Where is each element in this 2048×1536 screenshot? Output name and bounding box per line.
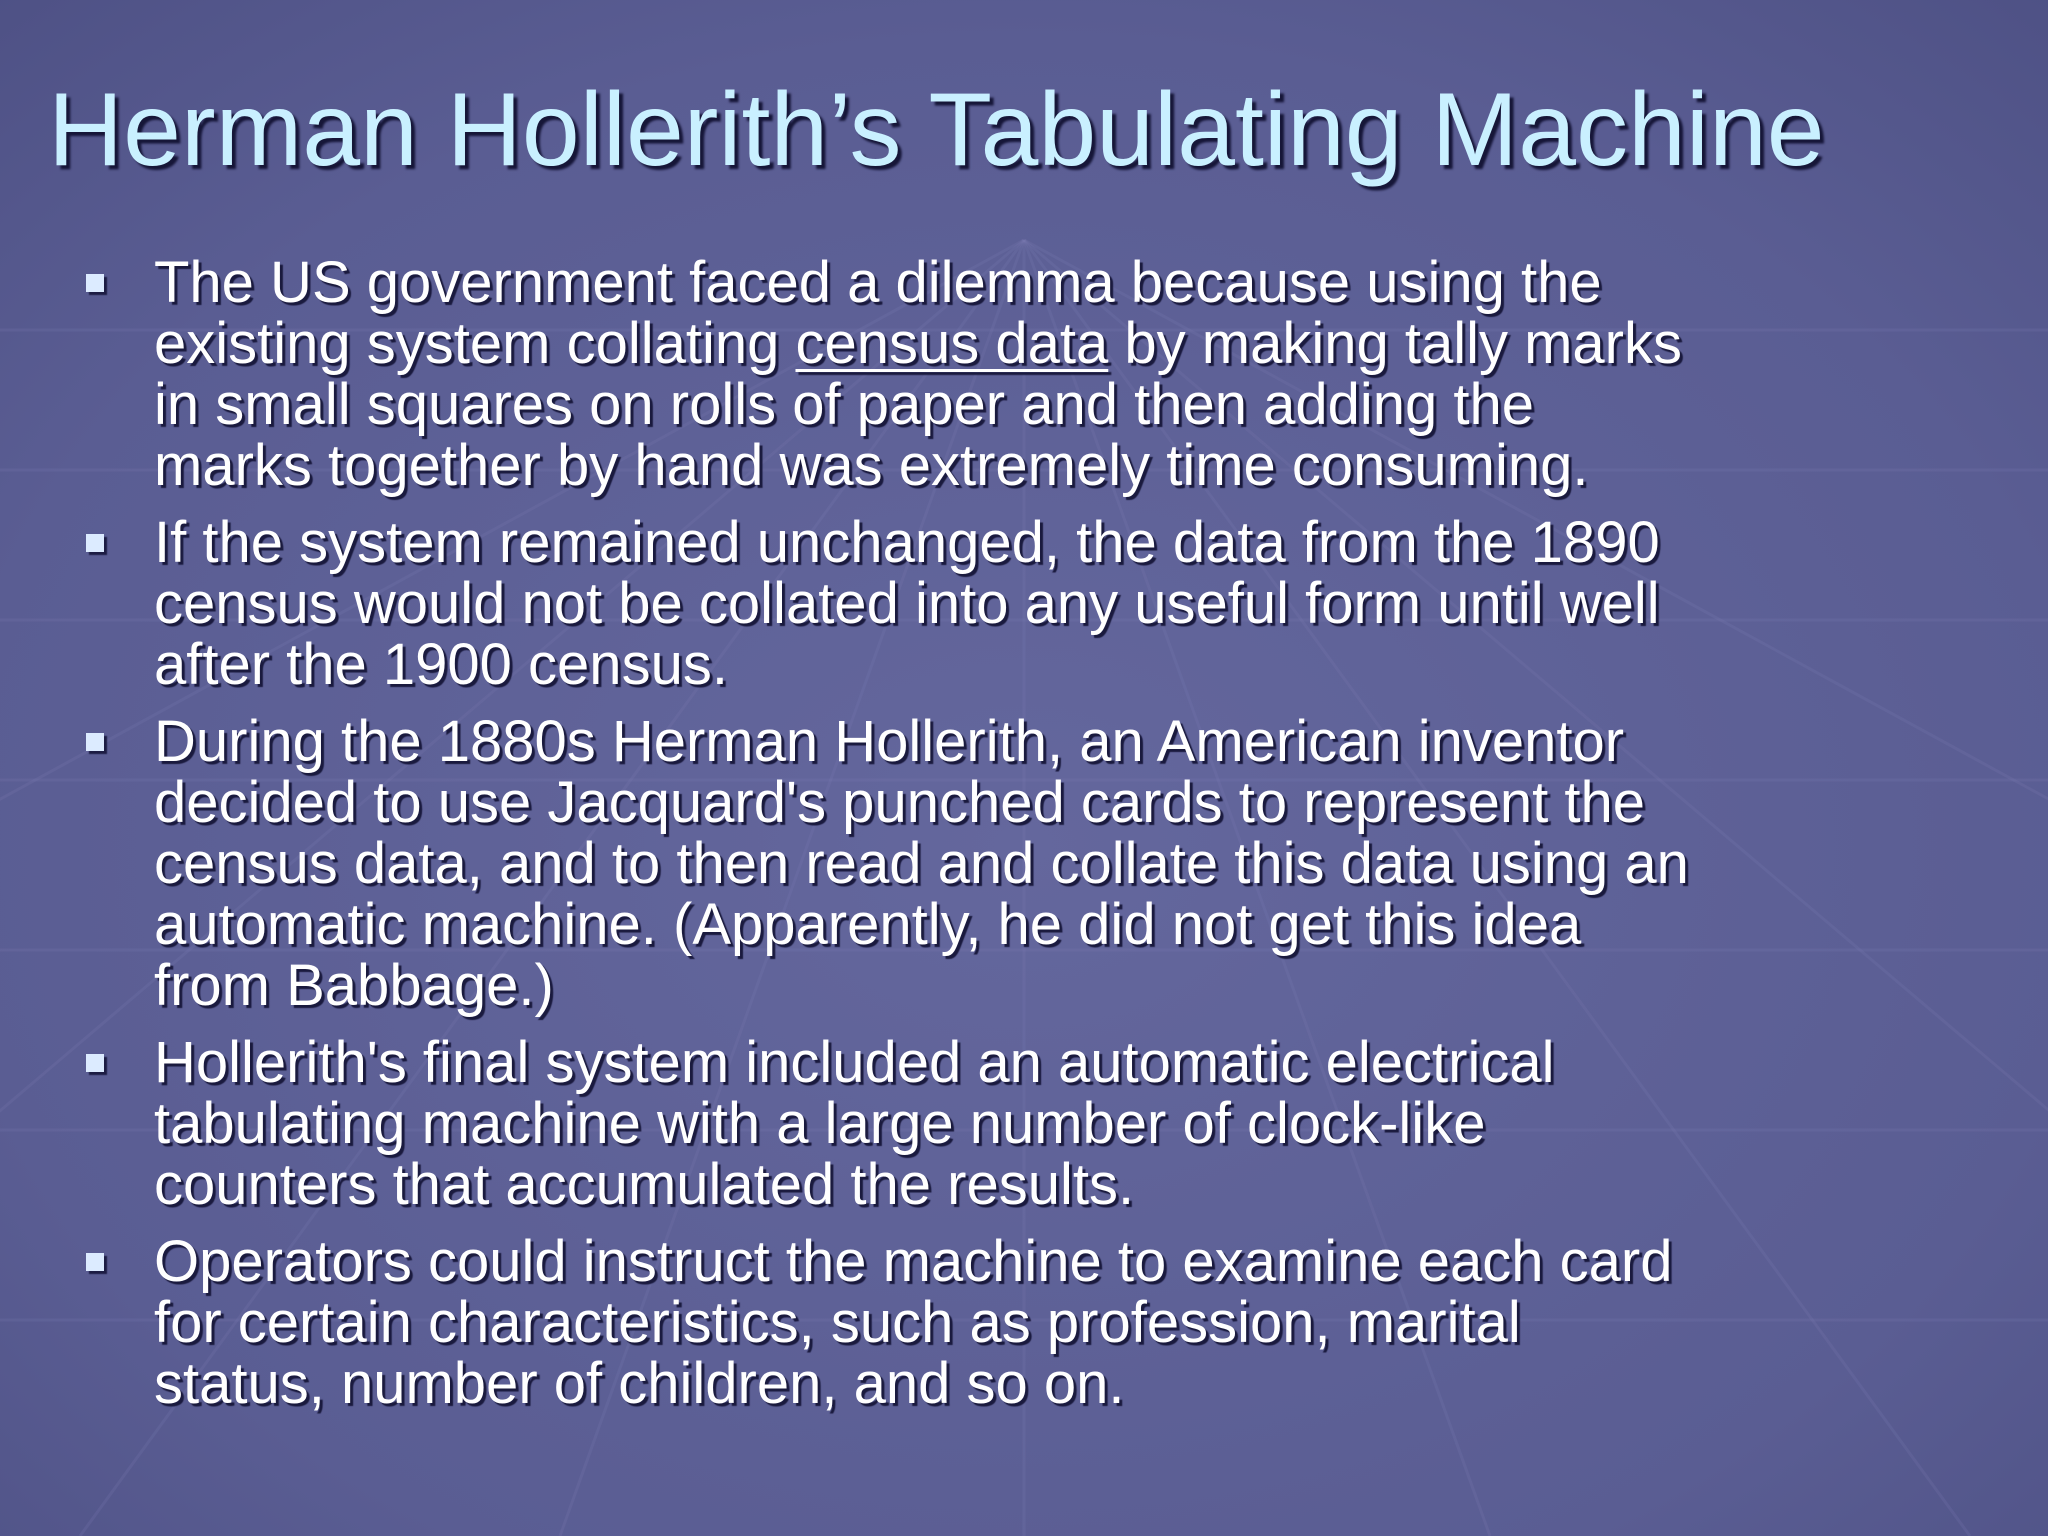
bullet-text: Hollerith's final system included an automatic electrical tabulating machine with a large number of clock-like counters that accumulated the results. (154, 1030, 1555, 1217)
bullet-text: If the system remained unchanged, the data from the 1890 census would not be collated into any useful form until well after the 1900 census. (154, 510, 1660, 697)
bullet-list (0, 252, 2048, 1430)
square-bullet-icon (86, 733, 104, 751)
bullet-text: During the 1880s Herman Hollerith, an American inventor decided to use Jacquard's punched cards to represent the census data, and to then read and collate this data using an automatic machine. (Apparently, he did not get this idea from Babbage.) (154, 709, 1689, 1018)
bullet-item (0, 711, 2048, 1016)
square-bullet-icon (86, 534, 104, 552)
bullet-item (0, 1032, 2048, 1215)
square-bullet-icon (86, 1253, 104, 1271)
bullet-text-part: The US government faced a dilemma because using the existing system collating (154, 250, 1602, 376)
bullet-text-part: by making tally marks in small squares on rolls of paper and then adding the marks together by hand was extremely time consuming. (154, 311, 1682, 498)
square-bullet-icon (86, 1054, 104, 1072)
bullet-text (154, 252, 2014, 496)
census-data-link[interactable]: census data (795, 311, 1109, 376)
slide-title: Herman Hollerith’s Tabulating Machine (48, 72, 1825, 188)
bullet-item (0, 252, 2048, 496)
bullet-item (0, 1231, 2048, 1414)
bullet-text: Operators could instruct the machine to examine each card for certain characteristics, such as profession, marital status, number of children, and so on. (154, 1229, 1673, 1416)
square-bullet-icon (86, 274, 104, 292)
bullet-item (0, 512, 2048, 695)
